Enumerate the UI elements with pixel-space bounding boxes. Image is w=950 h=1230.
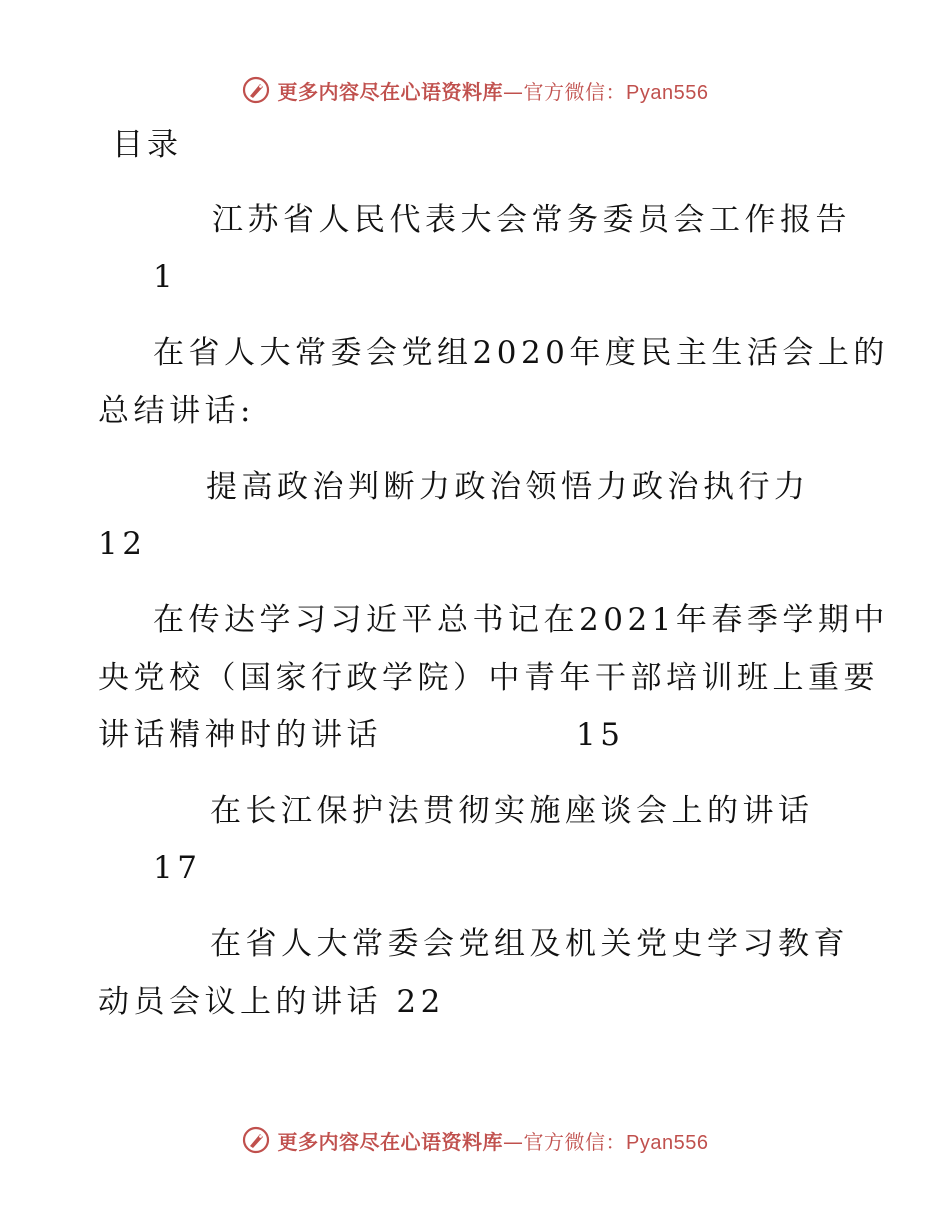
watermark-id: Pyan556 xyxy=(626,1131,709,1154)
toc-entry-4-line-3: 讲话精神时的讲话 xyxy=(98,717,382,753)
toc-entry-5-line-1: 在长江保护法贯彻实施座谈会上的讲话 xyxy=(210,793,814,829)
toc-entry-3-line-1: 提高政治判断力政治领悟力政治执行力 xyxy=(206,469,810,505)
watermark-brand: 更多内容尽在心语资料库 xyxy=(277,1129,504,1154)
watermark-id: Pyan556 xyxy=(626,81,709,104)
toc-entry-4-line-2: 央党校（国家行政学院）中青年干部培训班上重要 xyxy=(98,660,879,696)
header-watermark xyxy=(0,70,950,110)
pen-nib-icon xyxy=(242,76,270,104)
toc-entry-4-line-1: 在传达学习习近平总书记在2021年春季学期中 xyxy=(153,602,889,638)
watermark-text xyxy=(278,1126,709,1155)
toc-entry-6-line-1: 在省人大常委会党组及机关党史学习教育 xyxy=(210,926,849,962)
pen-nib-icon xyxy=(242,1126,270,1154)
watermark-separator: — xyxy=(503,79,524,104)
toc-title: 目录 xyxy=(112,127,182,163)
watermark-label: 官方微信： xyxy=(523,79,627,104)
footer-watermark xyxy=(0,1120,950,1160)
toc-entry-6-line-2: 动员会议上的讲话 22 xyxy=(98,984,445,1020)
toc-entry-1-line-2: 1 xyxy=(153,259,178,295)
watermark-text xyxy=(278,76,709,105)
watermark-label: 官方微信： xyxy=(523,1129,627,1154)
toc-entry-5-line-2: 17 xyxy=(153,850,202,886)
toc-entry-2-line-2: 总结讲话: xyxy=(98,393,255,429)
toc-entry-4-page: 15 xyxy=(576,717,625,753)
toc-entry-2-line-1: 在省人大常委会党组2020年度民主生活会上的 xyxy=(153,335,889,371)
toc-entry-1-line-1: 江苏省人民代表大会常务委员会工作报告 xyxy=(212,202,851,238)
toc-entry-3-line-2: 12 xyxy=(98,526,147,562)
watermark-separator: — xyxy=(503,1129,524,1154)
watermark-brand: 更多内容尽在心语资料库 xyxy=(277,79,504,104)
